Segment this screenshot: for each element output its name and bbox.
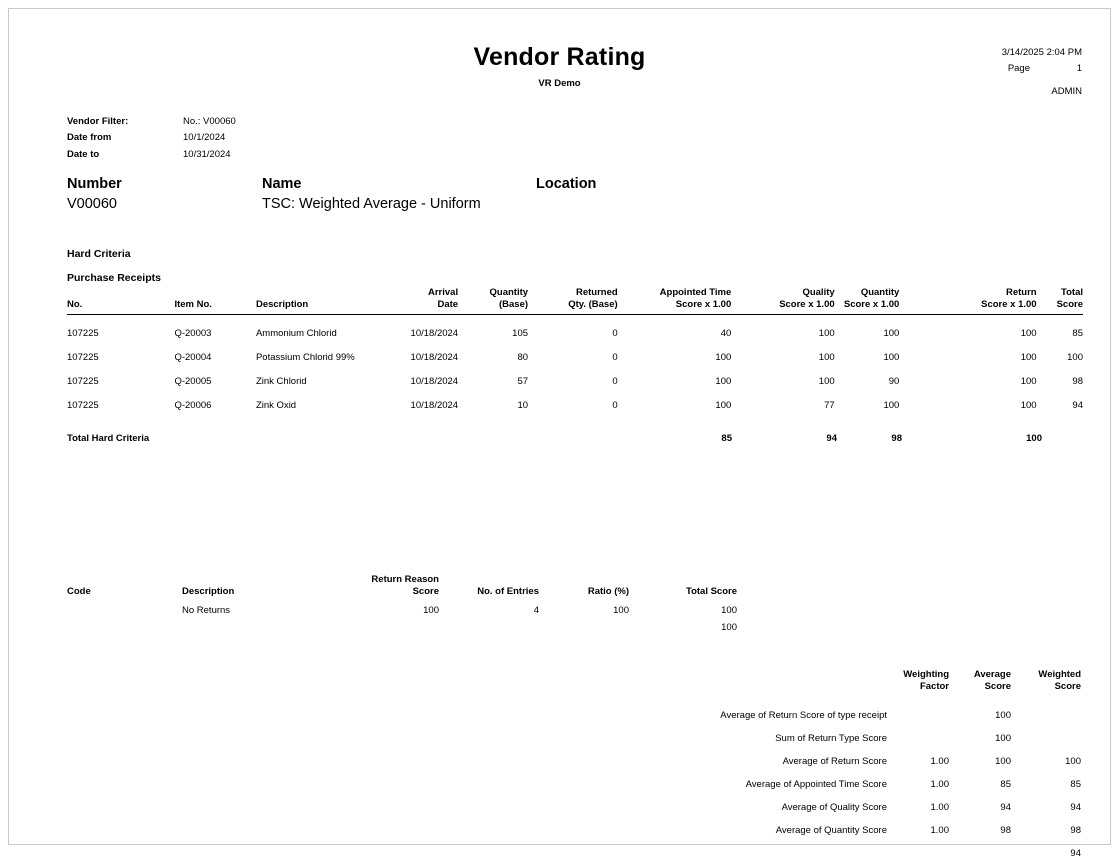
page-title: Vendor Rating: [473, 43, 646, 71]
cell-summary-label: Average of Quantity Score: [775, 825, 887, 836]
cell-returned-qty: 0: [612, 376, 618, 387]
col-no-of-entries: No. of Entries: [477, 585, 539, 597]
cell-return-score: 100: [1020, 352, 1037, 363]
cell-entries: 4: [533, 605, 539, 616]
col-quantity-score: Quantity Score x 1.00: [835, 287, 900, 315]
cell-return-score: 100: [1020, 400, 1037, 411]
cell-summary-label: Average of Return Score: [782, 756, 887, 767]
page-number-label: Page: [1007, 63, 1030, 74]
cell-rr-total-score: 100: [721, 605, 737, 616]
cell-rr-subtotal: 100: [721, 622, 737, 633]
cell-description: Ammonium Chlorid: [255, 328, 337, 339]
weighted-summary-body: [720, 698, 1081, 859]
cell-total-score: 98: [1072, 376, 1083, 387]
cell-total-score: 94: [1072, 400, 1083, 411]
cell-quality-score: 100: [818, 352, 835, 363]
col-appointed-time-score: Appointed Time Score x 1.00: [618, 287, 732, 315]
cell-description: Zink Chlorid: [255, 376, 307, 387]
table-row: [67, 339, 1083, 363]
cell-appointed-time-score: 40: [720, 328, 732, 339]
col-return-reason-score: Return Reason Score: [371, 574, 439, 597]
cell-no: 107225: [67, 376, 99, 387]
purchase-receipts-body: [67, 315, 1083, 412]
cell-return-score: 100: [1020, 328, 1037, 339]
cell-no: 107225: [67, 328, 99, 339]
col-description: Description: [256, 287, 399, 315]
cell-returned-qty: 0: [612, 400, 618, 411]
cell-arrival-date: 10/18/2024: [410, 328, 459, 339]
cell-appointed-time-score: 100: [715, 352, 732, 363]
cell-quantity-base: 10: [517, 400, 529, 411]
cell-average-score: 85: [1000, 779, 1011, 790]
vendor-filter-value: No.: V00060: [183, 116, 236, 127]
cell-returned-qty: 0: [612, 328, 618, 339]
cell-weighting-factor: [887, 698, 949, 721]
cell-empty: [322, 616, 439, 633]
date-from-label: Date from: [67, 132, 112, 143]
cell-quantity-base: 80: [517, 352, 529, 363]
cell-quality-score: 77: [824, 400, 835, 411]
table-row: [67, 616, 737, 633]
cell-quantity-base: 57: [517, 376, 529, 387]
cell-empty: [949, 836, 1011, 859]
col-return-score: Return Score x 1.00: [899, 287, 1036, 315]
table-row: [720, 721, 1081, 744]
table-row: [67, 599, 737, 616]
cell-average-score: 94: [1000, 802, 1011, 813]
table-row: [720, 790, 1081, 813]
col-average-score: Average Score: [973, 669, 1011, 692]
table-row: [67, 387, 1083, 411]
vendor-number-label: Number: [67, 176, 122, 192]
col-arrival-date: Arrival Date: [399, 287, 459, 315]
cell-quantity-score: 100: [883, 400, 900, 411]
col-quantity-base: Quantity (Base): [458, 287, 528, 315]
return-reason-body: [67, 599, 737, 633]
col-total-score: Total Score: [1037, 287, 1083, 315]
cell-average-score: 100: [995, 756, 1011, 767]
cell-total-score: 100: [1067, 352, 1083, 363]
report-user: ADMIN: [1051, 86, 1082, 97]
cell-weighting-factor: 1.00: [930, 802, 949, 813]
cell-weighting-factor: 1.00: [930, 756, 949, 767]
cell-summary-label: Average of Appointed Time Score: [745, 779, 887, 790]
cell-appointed-time-score: 100: [715, 376, 732, 387]
vendor-filter-label: Vendor Filter:: [67, 116, 129, 127]
col-quality-score: Quality Score x 1.00: [731, 287, 834, 315]
cell-description: Potassium Chlorid 99%: [255, 352, 355, 363]
date-to-label: Date to: [67, 149, 100, 160]
col-weighting-factor: Weighting Factor: [903, 669, 949, 692]
col-weighted-score: Weighted Score: [1038, 669, 1081, 692]
page-number-value: 1: [1076, 63, 1082, 74]
table-row: [720, 698, 1081, 721]
cell-quantity-score: 100: [883, 352, 900, 363]
cell-weighting-factor: 1.00: [930, 825, 949, 836]
cell-description: Zink Oxid: [255, 400, 297, 411]
cell-rr-score: 100: [423, 605, 439, 616]
cell-empty: [720, 836, 887, 859]
col-no: No.: [67, 287, 174, 315]
cell-weighting-factor: [887, 721, 949, 744]
date-to-value: 10/31/2024: [183, 149, 231, 160]
cell-average-score: 100: [995, 710, 1011, 721]
table-row: [720, 813, 1081, 836]
cell-returned-qty: 0: [612, 352, 618, 363]
vendor-number-value: V00060: [67, 196, 117, 212]
cell-summary-label: Sum of Return Type Score: [775, 733, 887, 744]
weighted-summary-table: [720, 669, 1081, 859]
section-purchase-receipts: Purchase Receipts: [67, 272, 161, 284]
purchase-receipts-table: [67, 287, 1083, 411]
cell-weighted-score: 98: [1070, 825, 1081, 836]
vendor-name-value: TSC: Weighted Average - Uniform: [262, 196, 481, 212]
total-appointed-time-score: 85: [721, 433, 732, 444]
col-rr-total-score: Total Score: [685, 585, 737, 597]
cell-arrival-date: 10/18/2024: [410, 376, 459, 387]
cell-empty: [67, 616, 182, 633]
total-quality-score: 94: [826, 433, 837, 444]
cell-weighting-factor: 1.00: [930, 779, 949, 790]
cell-no: 107225: [67, 400, 99, 411]
total-hard-criteria-label: Total Hard Criteria: [67, 433, 150, 444]
col-returned-qty: Returned Qty. (Base): [528, 287, 618, 315]
cell-no: 107225: [67, 352, 99, 363]
cell-summary-label: Average of Return Score of type receipt: [720, 710, 887, 721]
cell-arrival-date: 10/18/2024: [410, 400, 459, 411]
table-row: [67, 363, 1083, 387]
cell-weighted-score: [1011, 698, 1081, 721]
cell-grand-total: 94: [1070, 848, 1081, 859]
cell-quantity-score: 90: [888, 376, 900, 387]
return-reason-header: [67, 574, 737, 599]
report-sheet: [8, 8, 1111, 859]
return-reason-table: [67, 574, 737, 633]
section-hard-criteria: Hard Criteria: [67, 248, 131, 260]
cell-weighted-score: 100: [1065, 756, 1081, 767]
cell-item-no: Q-20005: [174, 376, 212, 387]
cell-average-score: 100: [995, 733, 1011, 744]
cell-item-no: Q-20004: [174, 352, 212, 363]
table-row: [720, 836, 1081, 859]
cell-return-score: 100: [1020, 376, 1037, 387]
col-item-no: Item No.: [174, 287, 256, 315]
total-return-score: 100: [1026, 433, 1042, 444]
cell-quality-score: 100: [818, 376, 835, 387]
report-timestamp: 3/14/2025 2:04 PM: [1001, 47, 1082, 58]
cell-empty: [439, 616, 539, 633]
cell-quality-score: 100: [818, 328, 835, 339]
cell-empty: [887, 836, 949, 859]
cell-item-no: Q-20003: [174, 328, 212, 339]
col-rr-description: Description: [182, 585, 235, 597]
col-code: Code: [67, 585, 91, 597]
vendor-name-label: Name: [262, 176, 302, 192]
date-from-value: 10/1/2024: [183, 132, 226, 143]
weighted-summary-header: [720, 669, 1081, 698]
cell-average-score: 98: [1000, 825, 1011, 836]
cell-weighted-score: [1011, 721, 1081, 744]
purchase-receipts-header: [67, 287, 1083, 315]
table-row: [720, 767, 1081, 790]
cell-ratio: 100: [613, 605, 629, 616]
cell-rr-description: No Returns: [182, 605, 231, 616]
table-row: [67, 315, 1083, 340]
cell-item-no: Q-20006: [174, 400, 212, 411]
vendor-location-label: Location: [536, 176, 597, 192]
cell-code: [67, 599, 182, 616]
cell-arrival-date: 10/18/2024: [410, 352, 459, 363]
cell-appointed-time-score: 100: [715, 400, 732, 411]
cell-weighted-score: 85: [1070, 779, 1081, 790]
cell-summary-label: Average of Quality Score: [781, 802, 887, 813]
cell-quantity-score: 100: [883, 328, 900, 339]
page-subtitle: VR Demo: [538, 78, 581, 89]
cell-empty: [539, 616, 629, 633]
cell-weighted-score: 94: [1070, 802, 1081, 813]
cell-quantity-base: 105: [512, 328, 529, 339]
cell-empty: [182, 616, 322, 633]
table-row: [720, 744, 1081, 767]
col-ratio: Ratio (%): [587, 585, 629, 597]
cell-total-score: 85: [1072, 328, 1083, 339]
col-summary-label: [720, 669, 887, 698]
total-quantity-score: 98: [891, 433, 902, 444]
